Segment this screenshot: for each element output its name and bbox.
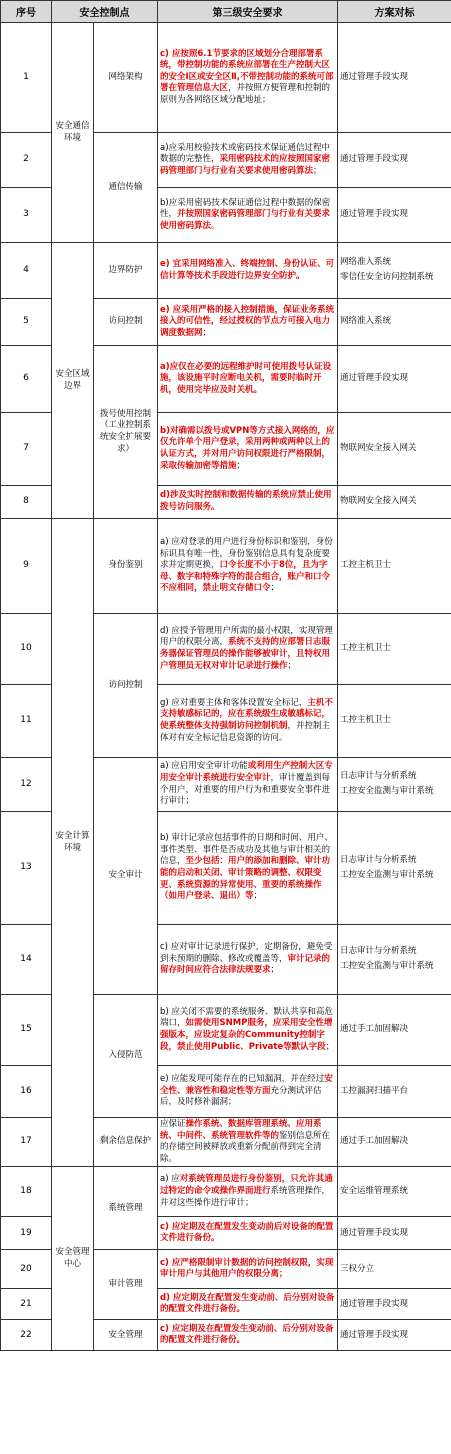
requirement-segment: a)应采用校验技术或密码技术保证通信过程中数据的完整性， xyxy=(160,142,331,165)
solution-item: 工控主机卫士 xyxy=(340,715,392,726)
control-point: 身份鉴别 xyxy=(94,519,158,614)
solution-item: 工控安全监测与审计系统 xyxy=(340,786,434,796)
requirement-segment: c) 应对审计记录进行保护，定期备份，避免受到未预期的删除、修改或覆盖等， xyxy=(160,942,333,964)
requirement-highlight: 审计记录的留存时间应符合法律法规要求 xyxy=(160,953,331,976)
requirement-text xyxy=(158,1250,338,1289)
solution-item: 工控安全监测与审计系统 xyxy=(340,961,434,971)
solution-item: 通过手工加固解决 xyxy=(340,1024,409,1035)
requirement-text xyxy=(158,346,338,413)
table-row xyxy=(1,1167,451,1217)
requirement-segment: b) 应关闭不需要的系统服务、默认共享和高危端口， xyxy=(160,1006,333,1029)
requirement-highlight: 口令长度不小于8位，且为字母、数字和特殊字符的混合组合，账户和口令不应相同，禁止明文存储口令 xyxy=(160,560,331,594)
solution-mapping xyxy=(338,995,451,1066)
security-domain: 安全通信环境 xyxy=(52,23,94,243)
requirement-highlight: c) 应定期及在配置发生变动前、后分别对设备的配置文件进行备份。 xyxy=(160,1323,334,1346)
row-number: 17 xyxy=(1,1118,52,1167)
solution-mapping xyxy=(338,486,451,519)
solution-item: 日志审计与分析系统 xyxy=(340,771,417,782)
requirement-highlight: 系统不支持的应部署日志服务器保证管理员的操作能够被审计，且特权用户管理员无权对审计记录进行操作 xyxy=(160,637,331,671)
security-domain: 安全区域边界 xyxy=(52,243,94,519)
solution-mapping xyxy=(338,133,451,188)
solution-mapping xyxy=(338,413,451,486)
requirement-text xyxy=(158,133,338,188)
requirement-segment: ，并控制主体对有安全标记信息资源的访问。 xyxy=(160,721,331,743)
requirement-segment: ； xyxy=(270,965,280,976)
requirement-segment: ，审计覆盖到每个用户，对重要的用户行为和重要安全事件进行审计； xyxy=(160,772,331,807)
row-number: 5 xyxy=(1,299,52,346)
requirement-highlight: 如需使用SNMP服务，应采用安全性增强版本，应设定复杂的Community控制字段，禁止使用Public、Private等默认字段 xyxy=(160,1018,333,1052)
requirement-highlight: 操作系统、数据库管理系统、应用系统、中间件、系统管理软件等的 xyxy=(160,1119,322,1141)
solution-item: 通过手工加固解决 xyxy=(340,1136,409,1147)
control-point: 拨号使用控制（工业控制系统安全扩展要求） xyxy=(94,346,158,519)
solution-item: 安全运维管理系统 xyxy=(340,1186,409,1197)
requirement-highlight: 采用密码技术的应按照国家密码管理部门与行业有关要求使用密码算法 xyxy=(160,154,331,176)
solution-item: 物联网安全接入网关 xyxy=(340,496,417,507)
control-point: 通信传输 xyxy=(94,133,158,243)
requirement-segment: 鉴别信息所在的存储空间被释放或重新分配前得到完全清除。 xyxy=(160,1130,331,1164)
requirement-segment: b)应采用密码技术保证通信过程中数据的保密性， xyxy=(160,197,331,220)
requirement-text xyxy=(158,486,338,519)
control-point: 网络架构 xyxy=(94,23,158,133)
solution-item: 工控安全监测与审计系统 xyxy=(340,869,434,880)
control-point: 入侵防范 xyxy=(94,995,158,1118)
requirement-segment: 系统管理操作，并对这些操作进行审计； xyxy=(160,1186,331,1208)
requirement-segment: ； xyxy=(325,1041,335,1052)
row-number: 21 xyxy=(1,1289,52,1320)
requirement-segment: a) 应启用安全审计功能 xyxy=(160,761,248,772)
row-number: 4 xyxy=(1,243,52,299)
control-point: 安全管理 xyxy=(94,1320,158,1351)
control-point: 访问控制 xyxy=(94,614,158,758)
row-number: 7 xyxy=(1,413,52,486)
row-number: 6 xyxy=(1,346,52,413)
requirement-text xyxy=(158,243,338,299)
row-number: 9 xyxy=(1,519,52,614)
solution-mapping xyxy=(338,1118,451,1167)
table-row xyxy=(1,243,451,299)
row-number: 22 xyxy=(1,1320,52,1351)
control-point: 剩余信息保护 xyxy=(94,1118,158,1167)
solution-mapping xyxy=(338,346,451,413)
solution-mapping xyxy=(338,519,451,614)
row-number: 1 xyxy=(1,23,52,133)
requirement-text xyxy=(158,995,338,1066)
solution-item: 通过管理手段实现 xyxy=(340,1298,409,1309)
solution-mapping xyxy=(338,925,451,995)
requirement-highlight: 或利用生产控制大区专用安全审计系统进行安全审计 xyxy=(160,761,333,783)
requirement-highlight: 安全性、兼容性和稳定性等方面 xyxy=(160,1074,333,1096)
requirement-text xyxy=(158,1066,338,1118)
requirement-segment: b) 审计记录应包括事件的日期和时间、用户、事件类型、事件是否成功及其他与审计相关的信息， xyxy=(160,833,333,867)
requirement-segment: ； xyxy=(313,165,322,176)
requirement-highlight: e) 宜采用网络准入、终端控制、身份认证、可信计算等技术手段进行边界安全防护。 xyxy=(160,258,335,281)
requirement-highlight: 主机不支持敏感标记的，应在系统级生成敏感标记，使系统整体支持强制访问控制机制 xyxy=(160,697,333,731)
solution-mapping xyxy=(338,1250,451,1289)
solution-mapping xyxy=(338,1320,451,1351)
requirement-segment: e) 应能发现可能存在的已知漏洞，并在经过 xyxy=(160,1074,325,1085)
requirement-segment: ； xyxy=(202,327,212,338)
requirement-highlight: 对系统管理员进行身份鉴别，只允许其通过特定的命令或操作界面进行 xyxy=(160,1174,333,1197)
solution-mapping xyxy=(338,188,451,243)
solution-item: 通过管理手段实现 xyxy=(340,1329,409,1340)
solution-item: 工控漏洞扫描平台 xyxy=(340,1085,409,1096)
header-control-point: 安全控制点 xyxy=(52,1,158,23)
solution-mapping xyxy=(338,23,451,133)
solution-mapping xyxy=(338,1217,451,1250)
control-point: 访问控制 xyxy=(94,299,158,346)
solution-mapping xyxy=(338,685,451,758)
header-no: 序号 xyxy=(1,1,52,23)
requirement-highlight: e) 应采用严格的接入控制措施，保证业务系统接入的可信性，经过授权的节点方可接入电力调度数据网 xyxy=(160,304,335,338)
table-body xyxy=(1,23,451,1351)
solution-item: 通过管理手段实现 xyxy=(340,154,409,165)
row-number: 19 xyxy=(1,1217,52,1250)
solution-item: 物联网安全接入网关 xyxy=(340,443,417,454)
solution-mapping xyxy=(338,299,451,346)
requirement-text xyxy=(158,519,338,614)
solution-item: 通过管理手段实现 xyxy=(340,373,409,384)
requirement-highlight: a)应仅在必要的远程维护时可使用拨号认证设施，该设施平时应断电关机，需要时临时开机，使用完毕应及时关机。 xyxy=(160,361,332,395)
requirement-segment: ； xyxy=(287,660,297,671)
requirement-segment: 。 xyxy=(211,220,220,231)
security-domain: 安全管理中心 xyxy=(52,1167,94,1351)
requirement-text xyxy=(158,1167,338,1217)
requirement-highlight: 至少包括：用户的添加和删除、审计功能的启动和关闭、审计策略的调整、权限变更、系统资源的异常使用、重要的系统操作（如用户登录、退出）等 xyxy=(160,856,331,902)
header-requirement: 第三级安全要求 xyxy=(158,1,338,23)
requirement-text xyxy=(158,1320,338,1351)
requirement-text xyxy=(158,299,338,346)
solution-mapping xyxy=(338,243,451,299)
requirement-segment: ，并按照方便管理和控制的原则为各网络区域分配地址； xyxy=(160,83,331,105)
row-number: 16 xyxy=(1,1066,52,1118)
row-number: 18 xyxy=(1,1167,52,1217)
row-number: 2 xyxy=(1,133,52,188)
solution-item: 通过管理手段实现 xyxy=(340,1227,409,1238)
solution-mapping xyxy=(338,758,451,812)
row-number: 15 xyxy=(1,995,52,1066)
security-domain: 安全计算环境 xyxy=(52,519,94,1167)
row-number: 10 xyxy=(1,614,52,685)
requirement-segment: ； xyxy=(253,891,263,902)
row-number: 3 xyxy=(1,188,52,243)
control-point: 边界防护 xyxy=(94,243,158,299)
row-number: 14 xyxy=(1,925,52,995)
requirement-text xyxy=(158,685,338,758)
requirement-segment: ； xyxy=(270,583,280,594)
requirement-text xyxy=(158,23,338,133)
row-number: 12 xyxy=(1,758,52,812)
requirement-segment: d) 应授予管理用户所需的最小权限，实现管理用户的权限分离， xyxy=(160,625,333,648)
control-point: 审计管理 xyxy=(94,1250,158,1320)
requirement-highlight: d)涉及实时控制和数据传输的系统应禁止使用拨号访问服务。 xyxy=(160,490,332,512)
control-point: 安全审计 xyxy=(94,758,158,995)
solution-item: 通过管理手段实现 xyxy=(340,209,409,220)
control-point: 系统管理 xyxy=(94,1167,158,1250)
solution-item: 通过管理手段实现 xyxy=(340,71,409,82)
requirement-text xyxy=(158,1217,338,1250)
solution-item: 工控主机卫士 xyxy=(340,560,392,571)
row-number: 13 xyxy=(1,812,52,925)
solution-mapping xyxy=(338,1289,451,1320)
requirement-segment: 充分测试评估后，及时修补漏洞； xyxy=(160,1085,322,1108)
solution-mapping xyxy=(338,614,451,685)
solution-item: 三权分立 xyxy=(340,1263,375,1274)
requirement-text xyxy=(158,925,338,995)
table-header-row xyxy=(1,1,451,23)
solution-item: 零信任安全访问控制系统 xyxy=(340,272,434,282)
table-row xyxy=(1,519,451,614)
requirement-highlight: b)对确需以拨号或VPN等方式接入网络的，应仅允许单个用户登录，采用两种或两种以上的认证方式，并对用户访问权限进行严格限制，采取传输加密等措施 xyxy=(160,425,335,471)
solution-item: 日志审计与分析系统 xyxy=(340,854,417,865)
row-number: 20 xyxy=(1,1250,52,1289)
requirement-segment: 应保证 xyxy=(160,1119,186,1129)
requirement-highlight: 并按照国家密码管理部门与行业有关要求使用密码算法 xyxy=(160,209,331,231)
requirement-highlight: d) 应定期及在配置发生变动前、后分别对设备的配置文件进行备份。 xyxy=(160,1292,335,1315)
requirement-segment: a) 应对登录的用户进行身份标识和鉴别，身份标识具有唯一性，身份鉴别信息具有复杂度要求并定期更换， xyxy=(160,537,333,571)
solution-mapping xyxy=(338,1167,451,1217)
solution-mapping xyxy=(338,1066,451,1118)
solution-item: 网络准入系统 xyxy=(340,316,392,327)
requirement-segment: ； xyxy=(236,460,246,471)
requirement-segment: g) 应对重要主体和客体设置安全标记， xyxy=(160,697,308,708)
header-solution: 方案对标 xyxy=(338,1,451,23)
row-number: 11 xyxy=(1,685,52,758)
requirement-text xyxy=(158,1289,338,1320)
solution-item: 日志审计与分析系统 xyxy=(340,946,417,957)
requirement-text xyxy=(158,1118,338,1167)
requirement-highlight: c) 应按照6.1节要求的区域划分合理部署系统，带控制功能的系统应部署在生产控制大区的安全Ⅰ区或安全区Ⅱ,不带控制功能的系统可部署在管理信息大区 xyxy=(160,48,334,94)
row-number: 8 xyxy=(1,486,52,519)
solution-item: 工控主机卫士 xyxy=(340,643,392,654)
requirement-text xyxy=(158,758,338,812)
requirement-highlight: c) 应定期及在配置发生变动前后对设备的配置文件进行备份。 xyxy=(160,1221,334,1244)
requirement-text xyxy=(158,188,338,243)
requirement-text xyxy=(158,413,338,486)
requirement-text xyxy=(158,614,338,685)
solution-mapping xyxy=(338,812,451,925)
requirement-segment: a) 应 xyxy=(160,1174,180,1185)
requirement-text xyxy=(158,812,338,925)
table-row xyxy=(1,23,451,133)
solution-item: 网络准入系统 xyxy=(340,257,392,268)
requirement-highlight: c) 应严格限制审计数据的访问控制权限，实现审计用户与其他用户的权限分离； xyxy=(160,1257,334,1280)
